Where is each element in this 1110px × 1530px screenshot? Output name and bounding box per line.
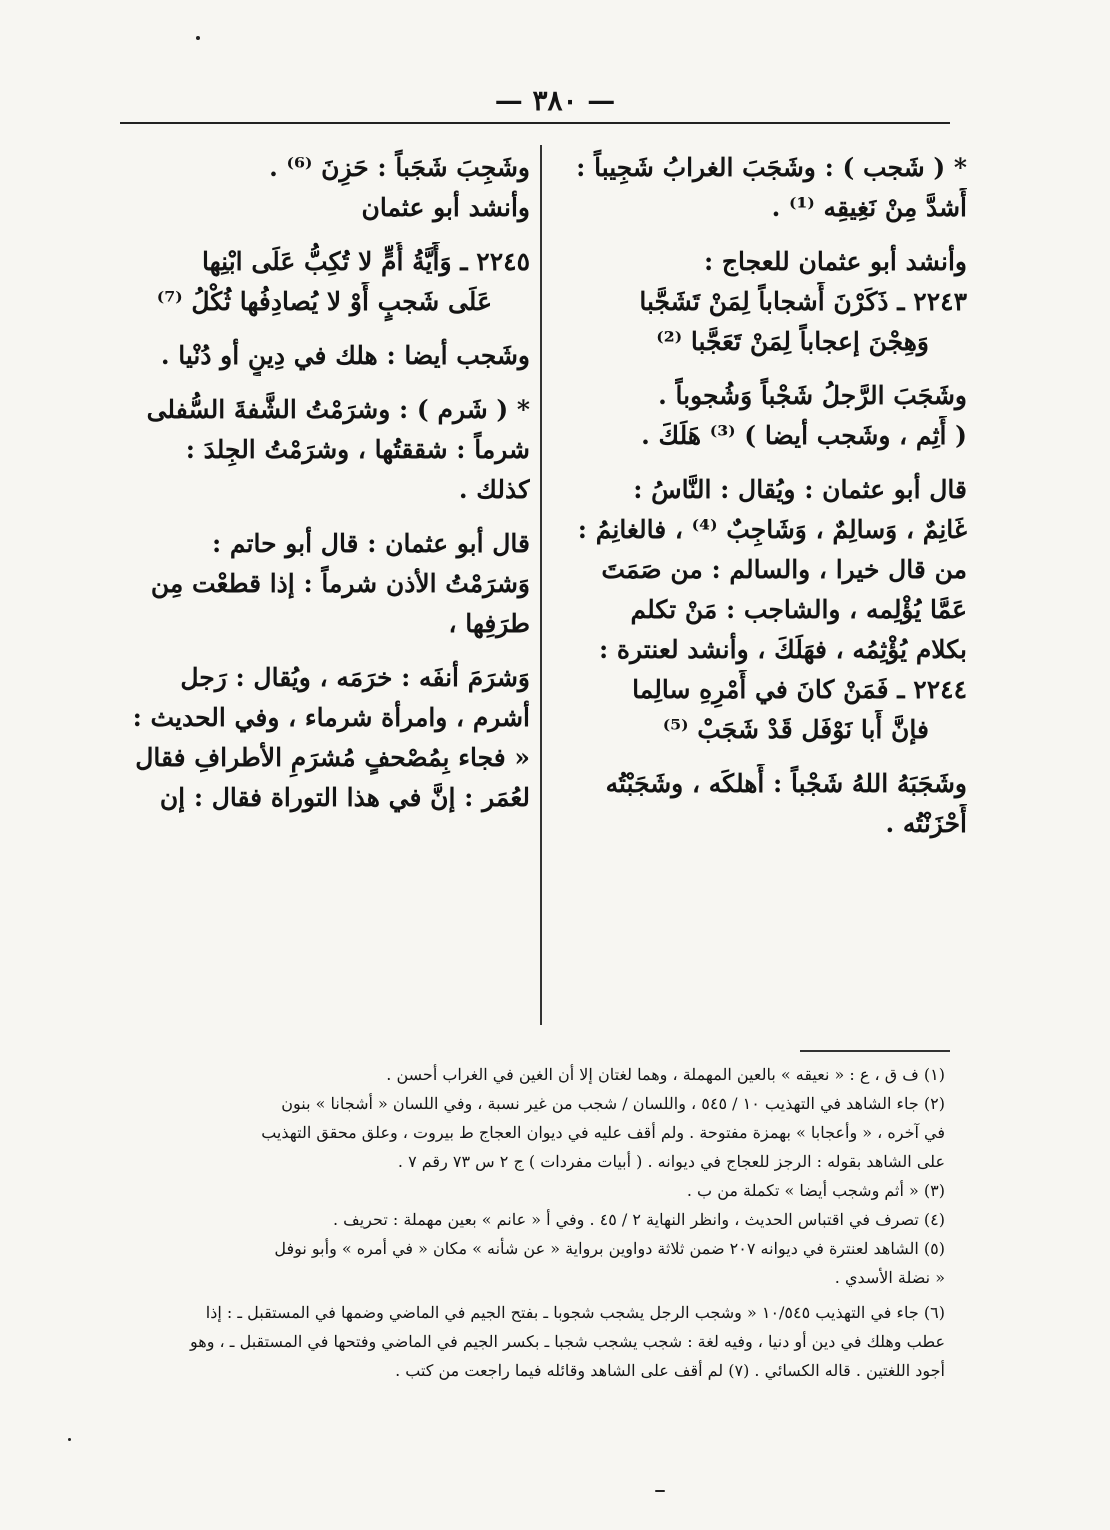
scan-speck xyxy=(196,36,200,40)
text-line: وشَجَبَهُ اللهُ شَجْباً : أَهلكَه ، وشَجَبْتُه xyxy=(605,769,967,798)
header-rule xyxy=(120,122,950,124)
spacer xyxy=(125,322,530,336)
footnote-line: أجود اللغتين . قاله الكسائي . (٧) لم أقف على الشاهد وقائله فيما راجعت من كتب . xyxy=(395,1361,945,1380)
footnote-line: (٦) جاء في التهذيب ١٠/٥٤٥ « وشجب الرجل يشجب شجوبا ـ بفتح الجيم في الماضي وضمها في المستقبل ـ : إذا xyxy=(205,1303,945,1322)
column-divider xyxy=(540,145,542,1025)
verse-line: وَهِجْنَ إعجاباً لِمَنْ تَعَجَّبا ⁽²⁾ xyxy=(656,327,929,356)
text-line: ( أَثِم ، وشَجب أيضا ) ⁽³⁾ هَلَكَ . xyxy=(641,421,967,450)
footnotes xyxy=(125,1060,945,1385)
verse-line: فإنَّ أَبا نَوْفَل قَدْ شَجَبْ ⁽⁵⁾ xyxy=(662,715,929,744)
text-line: وَشرَمَ أنفَه : خرَمَه ، ويُقال : رَجل xyxy=(180,663,530,692)
scan-speck xyxy=(68,1438,71,1441)
spacer xyxy=(125,376,530,390)
scan-speck xyxy=(655,1490,665,1492)
right-column xyxy=(552,148,967,844)
footnote-line: (٢) جاء الشاهد في التهذيب ١٠ / ٥٤٥ ، واللسان / شجب من غير نسبة ، وفي اللسان « أشجانا » بنون xyxy=(281,1094,945,1113)
spacer xyxy=(125,228,530,242)
text-line: * ( شَجب ) : وشَجَبَ الغرابُ شَجِيباً : xyxy=(576,153,967,182)
footnote-line: (٥) الشاهد لعنترة في ديوانه ٢٠٧ ضمن ثلاثة دواوين برواية « عن شأنه » مكان « في أمره » وأبو نوفل xyxy=(274,1239,945,1258)
spacer xyxy=(125,510,530,524)
text-line: وشَجَبَ الرَّجلُ شَجْباً وَشُجوباً . xyxy=(658,381,967,410)
footnote-line: على الشاهد بقوله : الرجز للعجاج في ديوانه . ( أبيات مفردات ) ج ٢ س ٧٣ رقم ٧ . xyxy=(397,1152,945,1171)
text-line: شرماً : شققتُها ، وشرَمْتُ الجِلدَ : xyxy=(185,435,530,464)
text-line: وأنشد أبو عثمان للعجاج : xyxy=(703,247,967,276)
text-line: بكلام يُؤْثِمُه ، فهَلَكَ ، وأنشد لعنترة : xyxy=(598,635,967,664)
page-number-header: — ٣٨٠ — xyxy=(494,84,616,117)
text-line: طرَفِها ، xyxy=(448,609,530,638)
verse-line: ٢٢٤٤ ـ فَمَنْ كانَ في أَمْرِهِ سالِما xyxy=(632,675,967,704)
text-line: أشرم ، وامرأة شرماء ، وفي الحديث : xyxy=(132,703,530,732)
footnote-line: في آخره ، « وأعجابا » بهمزة مفتوحة . ولم أقف عليه في ديوان العجاج ط بيروت ، وعلق محقق التهذيب xyxy=(261,1123,945,1142)
text-line: قال أبو عثمان : قال أبو حاتم : xyxy=(211,529,530,558)
spacer xyxy=(125,644,530,658)
verse-line: عَلَى شَجبٍ أَوْ لا يُصادِفُها ثُكْلُ ⁽⁷⁾ xyxy=(156,287,492,316)
verse-line: ٢٢٤٣ ـ ذَكَرْنَ أَشجاباً لِمَنْ تَشَجَّبا xyxy=(639,287,967,316)
verse-line: ٢٢٤٥ ـ وَأَيَّةُ أُمٍّ لا تُكِبُّ عَلَى ابْنِها xyxy=(202,247,530,276)
text-line: لعُمَر : إنَّ في هذا التوراة فقال : إن xyxy=(159,783,530,812)
left-column xyxy=(125,148,530,818)
footnote-line: (٤) تصرف في اقتباس الحديث ، وانظر النهاية ٢ / ٤٥ . وفي أ « عانم » بعين مهملة : تحريف . xyxy=(332,1210,945,1229)
footnote-rule xyxy=(800,1050,950,1052)
spacer xyxy=(552,228,967,242)
text-line: * ( شَرم ) : وشرَمْتُ الشَّفةَ السُّفلى xyxy=(146,395,530,424)
text-line: وشَجب أيضا : هلك في دِينٍ أو دُنْيا . xyxy=(160,341,530,370)
text-line: وَشرَمْتُ الأذن شرماً : إذا قطعْت مِن xyxy=(150,569,530,598)
footnote-line: (١) ف ق ، ع : « نعيقه » بالعين المهملة ، وهما لغتان إلا أن الغين في الغراب أحسن . xyxy=(386,1065,945,1084)
text-line: من قال خيرا ، والسالم : من صَمَتَ xyxy=(601,555,967,584)
text-line: وشَجِبَ شَجَباً : حَزِنَ ⁽⁶⁾ . xyxy=(269,153,530,182)
text-line: أَشدَّ مِنْ نَغِيقِه ⁽¹⁾ . xyxy=(771,193,967,222)
text-line: قال أبو عثمان : ويُقال : النَّاسُ : xyxy=(633,475,967,504)
text-line: عَمَّا يُؤْلِمه ، والشاجب : مَنْ تكلم xyxy=(630,595,967,624)
spacer xyxy=(552,750,967,764)
spacer xyxy=(552,362,967,376)
text-line: أَحْزَنْتُه . xyxy=(885,809,967,838)
footnote-line: (٣) « أثم وشجب أيضا » تكملة من ب . xyxy=(686,1181,945,1200)
text-line: كذلك . xyxy=(458,475,530,504)
text-line: وأنشد أبو عثمان xyxy=(361,193,530,222)
text-line: غَانِمٌ ، وَسالِمٌ ، وَشَاجِبٌ ⁽⁴⁾ ، فالغانِمُ : xyxy=(577,515,967,544)
footnote-line: « نضلة الأسدي . xyxy=(834,1268,945,1287)
spacer xyxy=(552,456,967,470)
footnote-line: عطب وهلك في دين أو دنيا ، وفيه لغة : شجب يشجب شجبا ـ بكسر الجيم في الماضي وفتحها في المستقبل ـ ، وهو xyxy=(190,1332,945,1351)
text-line: « فجاء بِمُصْحفٍ مُشرَمِ الأطرافِ فقال xyxy=(135,743,530,772)
